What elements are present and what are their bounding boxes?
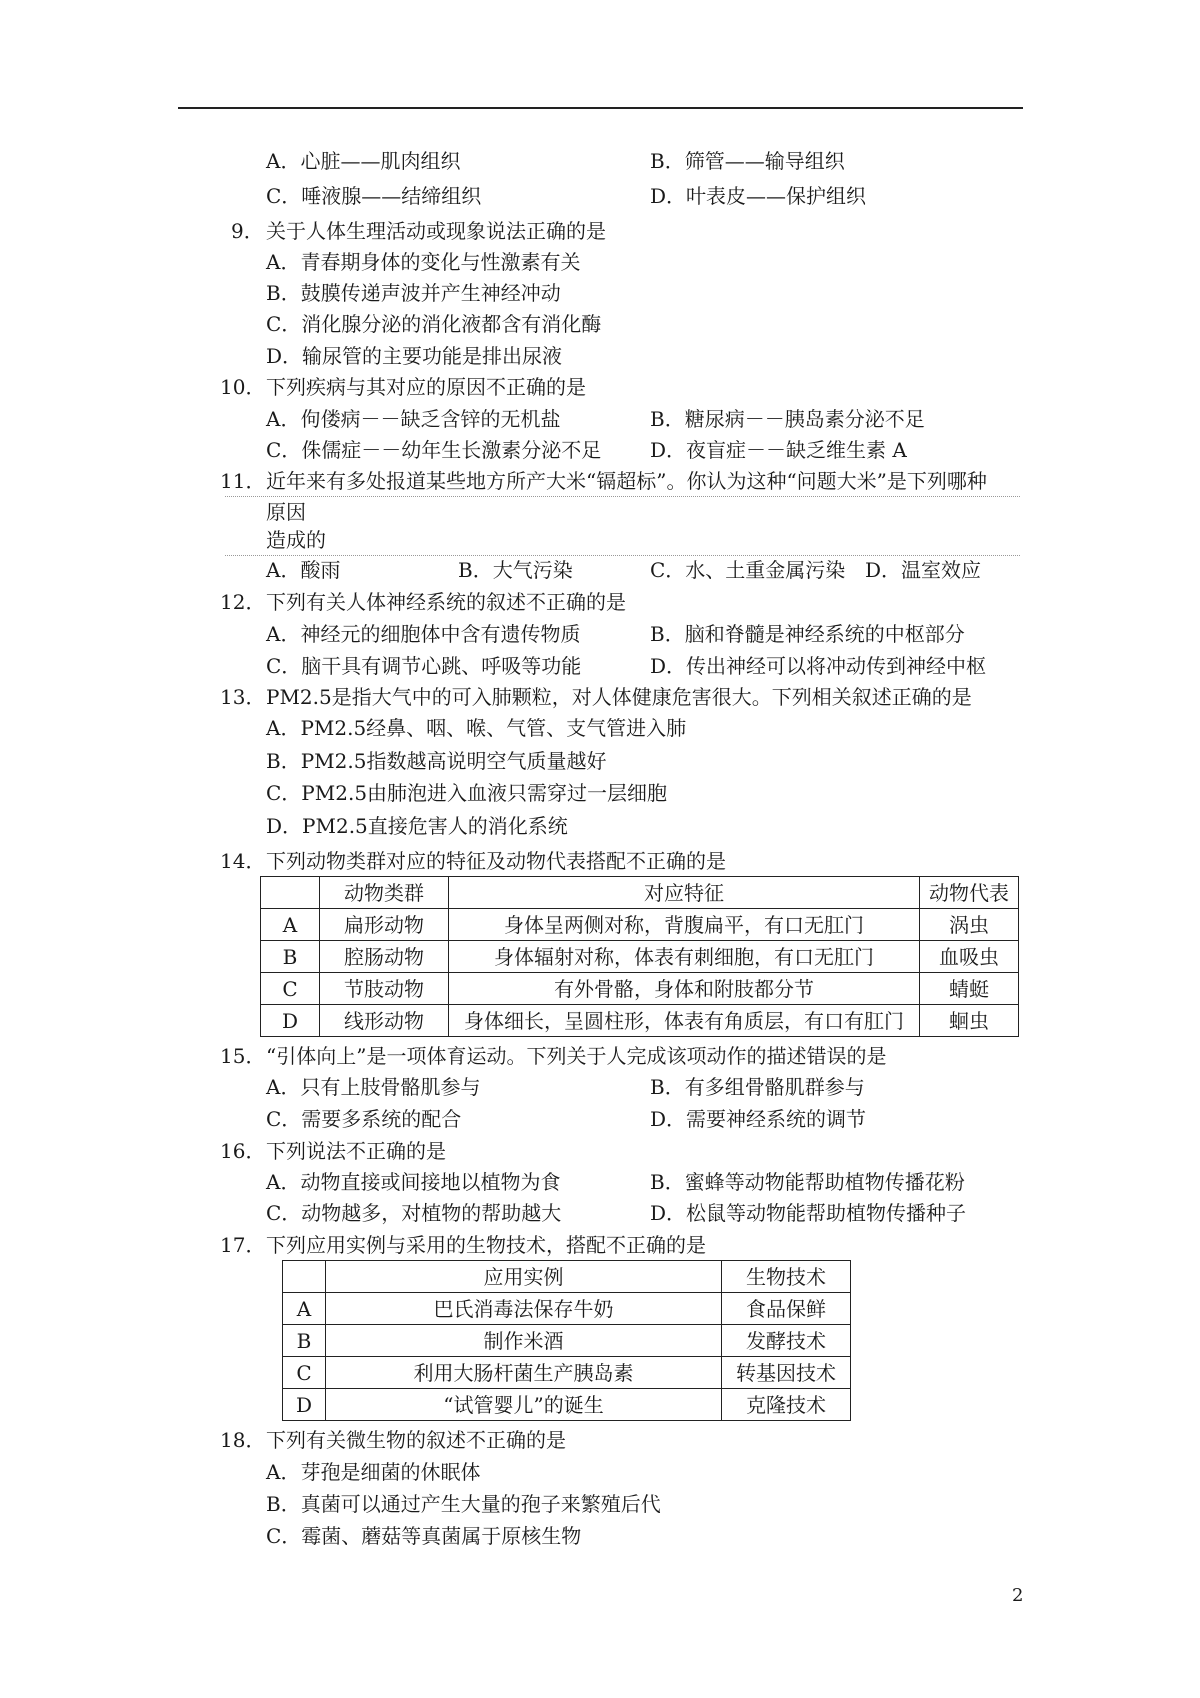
q10-number: 10． bbox=[220, 375, 266, 399]
table-cell: 蛔虫 bbox=[920, 1005, 1019, 1037]
table-cell: 腔肠动物 bbox=[320, 941, 449, 973]
table-cell: B bbox=[261, 941, 320, 973]
table-cell: 涡虫 bbox=[920, 909, 1019, 941]
q9-stem: 关于人体生理活动或现象说法正确的是 bbox=[266, 219, 606, 243]
q15-stem: “引体向上”是一项体育运动。下列关于人完成该项动作的描述错误的是 bbox=[266, 1044, 887, 1068]
table-cell: “试管婴儿”的诞生 bbox=[326, 1389, 722, 1421]
q14-stem: 下列动物类群对应的特征及动物代表搭配不正确的是 bbox=[266, 849, 726, 873]
q16-stem: 下列说法不正确的是 bbox=[266, 1139, 446, 1163]
table-cell: 发酵技术 bbox=[722, 1325, 851, 1357]
q12-option-a: A．神经元的细胞体中含有遗传物质 bbox=[266, 622, 581, 646]
q11-stem-line3: 造成的 bbox=[266, 528, 326, 552]
q8-option-c: C．唾液腺——结缔组织 bbox=[266, 184, 482, 208]
table-cell: 蜻蜓 bbox=[920, 973, 1019, 1005]
table-cell: 身体细长，呈圆柱形，体表有角质层，有口有肛门 bbox=[449, 1005, 920, 1037]
q13-option-a: A．PM2.5经鼻、咽、喉、气管、支气管进入肺 bbox=[266, 716, 687, 740]
q18-stem: 下列有关微生物的叙述不正确的是 bbox=[266, 1428, 566, 1452]
table-cell: A bbox=[283, 1293, 326, 1325]
q13-option-d: D．PM2.5直接危害人的消化系统 bbox=[266, 814, 568, 838]
table-cell: 转基因技术 bbox=[722, 1357, 851, 1389]
table-cell: 节肢动物 bbox=[320, 973, 449, 1005]
table-cell: 身体辐射对称，体表有刺细胞，有口无肛门 bbox=[449, 941, 920, 973]
q18-option-c: C．霉菌、蘑菇等真菌属于原核生物 bbox=[266, 1524, 582, 1548]
q15-option-c: C．需要多系统的配合 bbox=[266, 1107, 462, 1131]
q15-option-d: D．需要神经系统的调节 bbox=[650, 1107, 867, 1131]
q12-number: 12． bbox=[220, 590, 266, 614]
table-cell: 巴氏消毒法保存牛奶 bbox=[326, 1293, 722, 1325]
q11-number: 11． bbox=[220, 469, 266, 493]
table-cell: 身体呈两侧对称，背腹扁平，有口无肛门 bbox=[449, 909, 920, 941]
q11-option-a: A．酸雨 bbox=[266, 558, 341, 582]
q18-number: 18． bbox=[220, 1428, 266, 1452]
table-header-cell bbox=[283, 1261, 326, 1293]
q9-number: 9． bbox=[231, 219, 264, 243]
q11-stem-line1: 近年来有多处报道某些地方所产大米“镉超标”。你认为这种“问题大米”是下列哪种 bbox=[266, 469, 987, 493]
table-cell: C bbox=[283, 1357, 326, 1389]
table-cell: 有外骨骼，身体和附肢都分节 bbox=[449, 973, 920, 1005]
table-header-row bbox=[283, 1261, 851, 1293]
q9-option-a: A．青春期身体的变化与性激素有关 bbox=[266, 250, 581, 274]
q10-option-d: D．夜盲症－－缺乏维生素 A bbox=[650, 438, 907, 462]
table-row bbox=[283, 1389, 851, 1421]
table-cell: 扁形动物 bbox=[320, 909, 449, 941]
q8-option-b: B．筛管——输导组织 bbox=[650, 149, 845, 173]
q10-stem: 下列疾病与其对应的原因不正确的是 bbox=[266, 375, 586, 399]
q9-option-d: D．输尿管的主要功能是排出尿液 bbox=[266, 344, 563, 368]
table-header-cell bbox=[261, 877, 320, 909]
table-cell: 线形动物 bbox=[320, 1005, 449, 1037]
q16-option-b: B．蜜蜂等动物能帮助植物传播花粉 bbox=[650, 1170, 965, 1194]
table-cell: A bbox=[261, 909, 320, 941]
q18-option-a: A．芽孢是细菌的休眠体 bbox=[266, 1460, 481, 1484]
q16-number: 16． bbox=[220, 1139, 266, 1163]
q17-stem: 下列应用实例与采用的生物技术，搭配不正确的是 bbox=[266, 1233, 706, 1257]
q10-option-c: C．侏儒症－－幼年生长激素分泌不足 bbox=[266, 438, 602, 462]
dotted-rule bbox=[225, 496, 1020, 497]
table-row bbox=[261, 909, 1019, 941]
q16-option-d: D．松鼠等动物能帮助植物传播种子 bbox=[650, 1201, 967, 1225]
q13-option-b: B．PM2.5指数越高说明空气质量越好 bbox=[266, 749, 607, 773]
header-rule bbox=[178, 107, 1023, 109]
table-cell: 血吸虫 bbox=[920, 941, 1019, 973]
q11-option-d: D．温室效应 bbox=[865, 558, 982, 582]
table-header-cell: 动物类群 bbox=[320, 877, 449, 909]
q12-option-b: B．脑和脊髓是神经系统的中枢部分 bbox=[650, 622, 965, 646]
q8-option-d: D．叶表皮——保护组织 bbox=[650, 184, 867, 208]
table-header-cell: 生物技术 bbox=[722, 1261, 851, 1293]
q16-option-a: A．动物直接或间接地以植物为食 bbox=[266, 1170, 561, 1194]
q11-stem-line2: 原因 bbox=[266, 500, 306, 524]
table-row bbox=[283, 1357, 851, 1389]
q13-stem: PM2.5是指大气中的可入肺颗粒，对人体健康危害很大。下列相关叙述正确的是 bbox=[266, 685, 972, 709]
q17-table bbox=[282, 1260, 851, 1421]
q12-stem: 下列有关人体神经系统的叙述不正确的是 bbox=[266, 590, 626, 614]
q15-number: 15． bbox=[220, 1044, 266, 1068]
table-cell: C bbox=[261, 973, 320, 1005]
q14-table bbox=[260, 876, 1019, 1037]
q13-option-c: C．PM2.5由肺泡进入血液只需穿过一层细胞 bbox=[266, 781, 668, 805]
table-row bbox=[261, 1005, 1019, 1037]
q12-option-c: C．脑干具有调节心跳、呼吸等功能 bbox=[266, 654, 582, 678]
table-header-row bbox=[261, 877, 1019, 909]
table-row bbox=[283, 1325, 851, 1357]
q9-option-c: C．消化腺分泌的消化液都含有消化酶 bbox=[266, 312, 602, 336]
q8-option-a: A．心脏——肌肉组织 bbox=[266, 149, 461, 173]
table-cell: B bbox=[283, 1325, 326, 1357]
table-cell: D bbox=[283, 1389, 326, 1421]
q10-option-a: A．佝偻病－－缺乏含锌的无机盐 bbox=[266, 407, 561, 431]
table-row bbox=[283, 1293, 851, 1325]
table-cell: 食品保鲜 bbox=[722, 1293, 851, 1325]
q15-option-a: A．只有上肢骨骼肌参与 bbox=[266, 1075, 481, 1099]
q16-option-c: C．动物越多，对植物的帮助越大 bbox=[266, 1201, 562, 1225]
table-cell: 克隆技术 bbox=[722, 1389, 851, 1421]
q18-option-b: B．真菌可以通过产生大量的孢子来繁殖后代 bbox=[266, 1492, 661, 1516]
table-cell: 利用大肠杆菌生产胰岛素 bbox=[326, 1357, 722, 1389]
table-cell: D bbox=[261, 1005, 320, 1037]
table-row bbox=[261, 973, 1019, 1005]
table-cell: 制作米酒 bbox=[326, 1325, 722, 1357]
table-header-cell: 对应特征 bbox=[449, 877, 920, 909]
q17-number: 17． bbox=[220, 1233, 266, 1257]
q10-option-b: B．糖尿病－－胰岛素分泌不足 bbox=[650, 407, 925, 431]
q13-number: 13． bbox=[220, 685, 266, 709]
page-number: 2 bbox=[1012, 1585, 1024, 1606]
q15-option-b: B．有多组骨骼肌群参与 bbox=[650, 1075, 865, 1099]
table-header-cell: 应用实例 bbox=[326, 1261, 722, 1293]
table-header-cell: 动物代表 bbox=[920, 877, 1019, 909]
q11-option-b: B．大气污染 bbox=[458, 558, 573, 582]
q11-option-c: C．水、土重金属污染 bbox=[650, 558, 846, 582]
q14-number: 14． bbox=[220, 849, 266, 873]
q9-option-b: B．鼓膜传递声波并产生神经冲动 bbox=[266, 281, 561, 305]
q12-option-d: D．传出神经可以将冲动传到神经中枢 bbox=[650, 654, 987, 678]
table-row bbox=[261, 941, 1019, 973]
